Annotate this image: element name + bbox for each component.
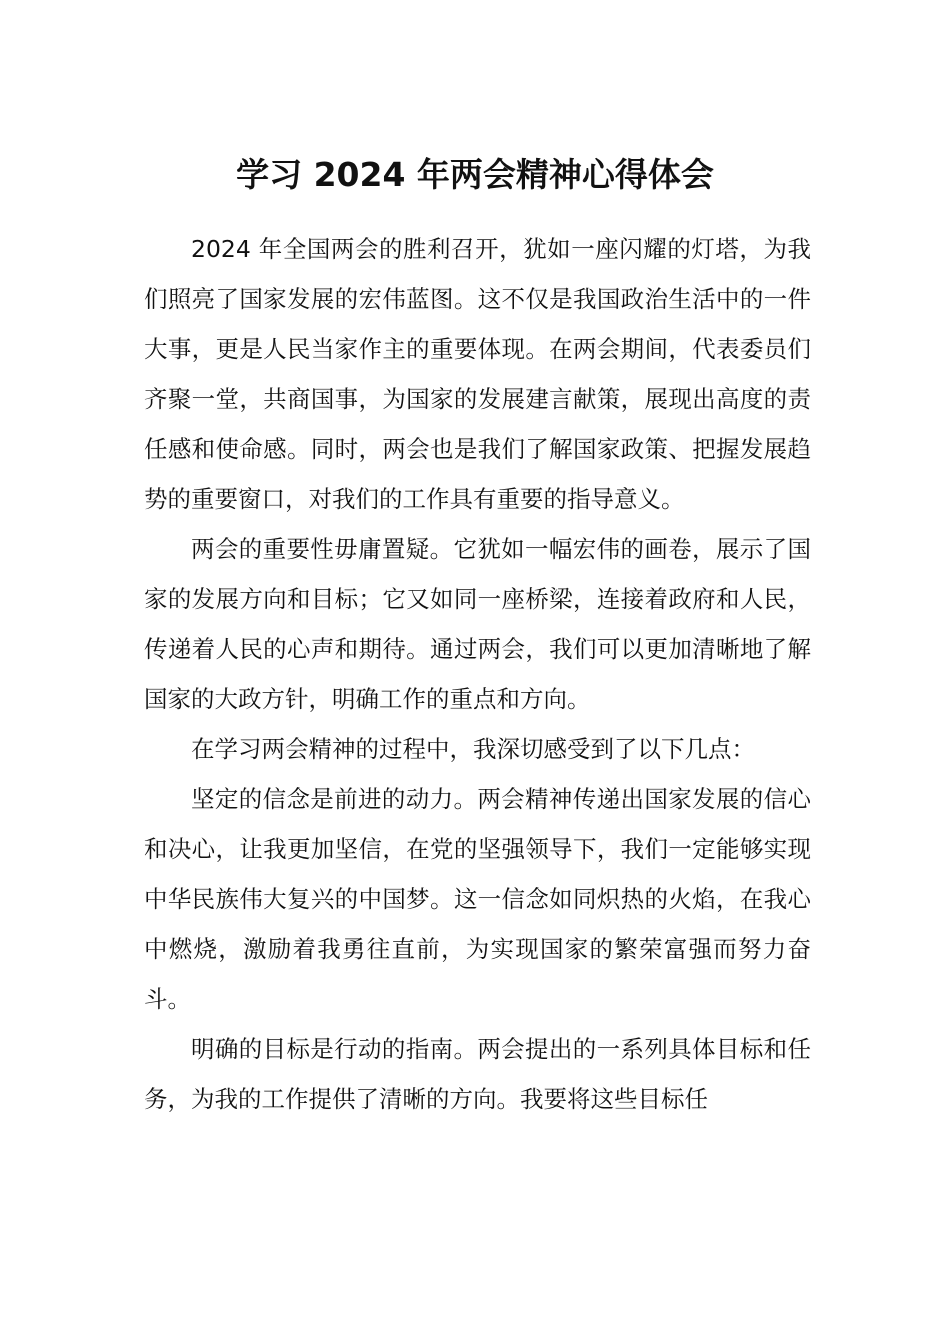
document-body xyxy=(144,224,811,1124)
paragraph: 在学习两会精神的过程中，我深切感受到了以下几点： xyxy=(191,735,755,763)
document-title: 学习 2024 年两会精神心得体会 xyxy=(236,155,714,194)
paragraph: 2024 年全国两会的胜利召开，犹如一座闪耀的灯塔，为我们照亮了国家发展的宏伟蓝图。这不仅是我国政治生活中的一件大事，更是人民当家作主的重要体现。在两会期间，代表委员们齐聚一堂，共商国事，为国家的发展建言献策，展现出高度的责任感和使命感。同时，两会也是我们了解国家政策、把握发展趋势的重要窗口，对我们的工作具有重要的指导意义。 xyxy=(144,235,811,513)
paragraph: 两会的重要性毋庸置疑。它犹如一幅宏伟的画卷，展示了国家的发展方向和目标；它又如同一座桥梁，连接着政府和人民，传递着人民的心声和期待。通过两会，我们可以更加清晰地了解国家的大政方针，明确工作的重点和方向。 xyxy=(144,535,811,713)
paragraph: 坚定的信念是前进的动力。两会精神传递出国家发展的信心和决心，让我更加坚信，在党的坚强领导下，我们一定能够实现中华民族伟大复兴的中国梦。这一信念如同炽热的火焰，在我心中燃烧，激励着我勇往直前，为实现国家的繁荣富强而努力奋斗。 xyxy=(144,785,811,1013)
paragraph: 明确的目标是行动的指南。两会提出的一系列具体目标和任务，为我的工作提供了清晰的方向。我要将这些目标任 xyxy=(144,1035,811,1113)
